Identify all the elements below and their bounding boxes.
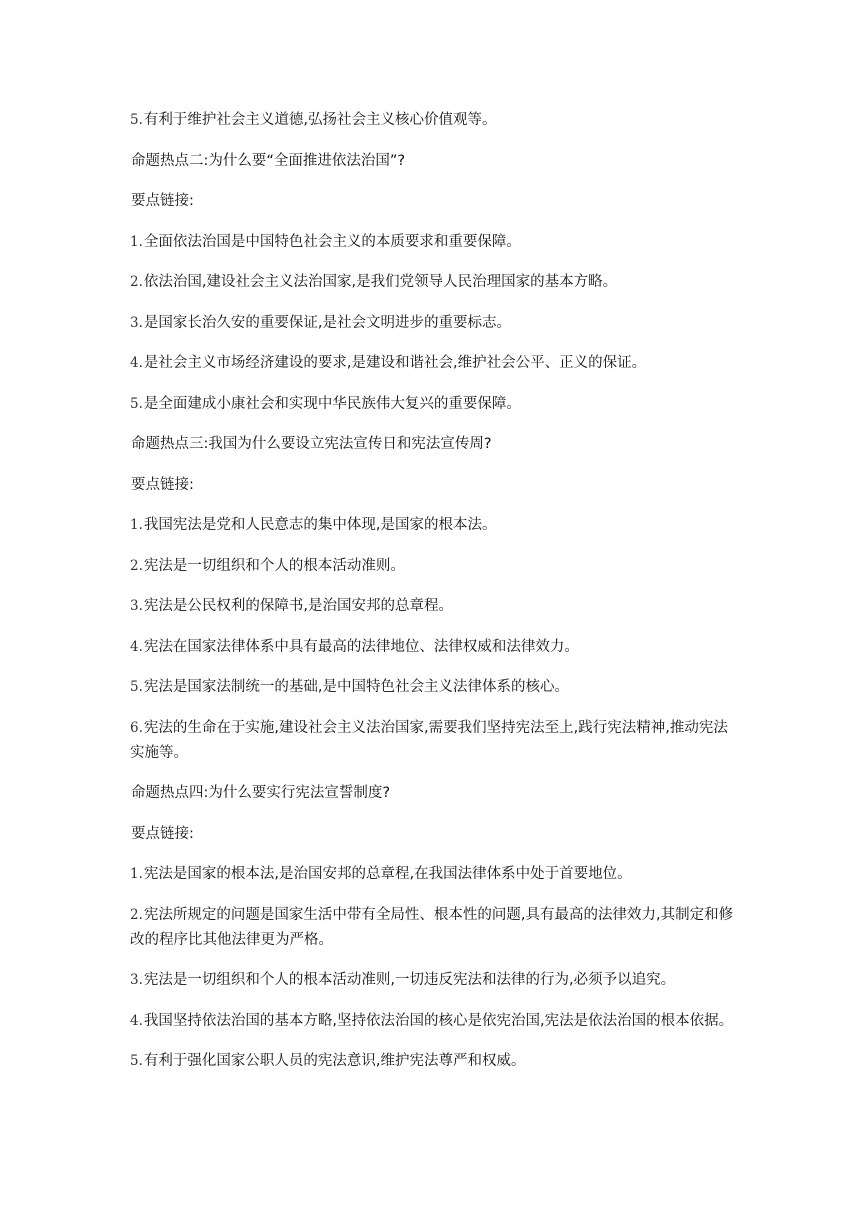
paragraph — [130, 270, 736, 295]
paragraph-text: 我国宪法是党和人民意志的集中体现,是国家的根本法。 — [143, 517, 497, 533]
paragraph-text: 宪法是一切组织和个人的根本活动准则,一切违反宪法和法律的行为,必须予以追究。 — [143, 972, 676, 988]
section-subheading — [130, 473, 736, 498]
item-number: 3. — [130, 972, 143, 988]
item-number: 1. — [130, 233, 143, 250]
section-subheading — [130, 189, 736, 214]
item-number: 4. — [130, 638, 143, 655]
item-number: 5. — [130, 1053, 143, 1069]
document-page — [130, 108, 736, 1090]
paragraph-text: 宪法所规定的问题是国家生活中带有全局性、根本性的问题,具有最高的法律效力,其制定和修改的程序比其他法律更为严格。 — [130, 906, 734, 948]
paragraph-text: 是全面建成小康社会和实现中华民族伟大复兴的重要保障。 — [143, 395, 521, 412]
paragraph — [130, 635, 736, 660]
paragraph — [130, 513, 736, 538]
section-heading — [130, 781, 736, 806]
item-number: 3. — [130, 314, 143, 331]
paragraph-text: 宪法是一切组织和个人的根本活动准则。 — [143, 557, 405, 574]
paragraph-text: 命题热点四:为什么要实行宪法宣誓制度? — [131, 785, 391, 801]
paragraph-text: 命题热点三:我国为什么要设立宪法宣传日和宪法宣传周? — [131, 436, 492, 452]
item-number: 1. — [130, 517, 143, 533]
item-number: 3. — [130, 598, 143, 614]
item-number: 5. — [130, 112, 143, 128]
paragraph — [130, 1049, 736, 1074]
section-heading — [130, 149, 736, 174]
paragraph — [130, 675, 736, 700]
item-number: 1. — [130, 866, 143, 882]
paragraph — [130, 351, 736, 376]
section-subheading — [130, 822, 736, 847]
paragraph-text: 宪法的生命在于实施,建设社会主义法治国家,需要我们坚持宪法至上,践行宪法精神,推动宪法实施等。 — [130, 719, 728, 761]
section-heading — [130, 432, 736, 457]
paragraph-text: 有利于强化国家公职人员的宪法意识,维护宪法尊严和权威。 — [143, 1053, 526, 1069]
paragraph-text: 命题热点二:为什么要“全面推进依法治国”? — [131, 152, 406, 169]
paragraph-text: 我国坚持依法治国的基本方略,坚持依法治国的核心是依宪治国,宪法是依法治国的根本依据。 — [143, 1012, 734, 1029]
paragraph — [130, 392, 736, 417]
paragraph-text: 宪法是公民权利的保障书,是治国安邦的总章程。 — [143, 598, 453, 614]
item-number: 2. — [130, 906, 143, 923]
item-number: 2. — [130, 557, 143, 574]
paragraph-text: 要点链接: — [131, 476, 194, 493]
paragraph — [130, 230, 736, 255]
item-number: 6. — [130, 719, 143, 736]
paragraph-text: 宪法是国家的根本法,是治国安邦的总章程,在我国法律体系中处于首要地位。 — [143, 866, 632, 882]
paragraph — [130, 108, 736, 133]
paragraph-text: 宪法在国家法律体系中具有最高的法律地位、法律权威和法律效力。 — [143, 638, 579, 655]
paragraph — [130, 1009, 736, 1034]
paragraph-text: 要点链接: — [131, 825, 194, 842]
paragraph — [130, 594, 736, 619]
paragraph-text: 是国家长治久安的重要保证,是社会文明进步的重要标志。 — [143, 314, 511, 331]
paragraph — [130, 554, 736, 579]
paragraph-text: 要点链接: — [131, 193, 194, 209]
paragraph — [130, 716, 736, 766]
item-number: 2. — [130, 274, 143, 290]
paragraph-text: 宪法是国家法制统一的基础,是中国特色社会主义法律体系的核心。 — [143, 679, 569, 695]
paragraph — [130, 903, 736, 953]
item-number: 5. — [130, 679, 143, 695]
paragraph — [130, 968, 736, 993]
paragraph — [130, 311, 736, 336]
paragraph-text: 依法治国,建设社会主义法治国家,是我们党领导人民治理国家的基本方略。 — [143, 274, 618, 290]
paragraph — [130, 862, 736, 887]
paragraph-text: 全面依法治国是中国特色社会主义的本质要求和重要保障。 — [143, 233, 521, 250]
item-number: 4. — [130, 1012, 143, 1029]
paragraph-text: 是社会主义市场经济建设的要求,是建设和谐社会,维护社会公平、正义的保证。 — [143, 355, 647, 371]
item-number: 5. — [130, 395, 143, 412]
item-number: 4. — [130, 355, 143, 371]
paragraph-text: 有利于维护社会主义道德,弘扬社会主义核心价值观等。 — [143, 112, 497, 128]
